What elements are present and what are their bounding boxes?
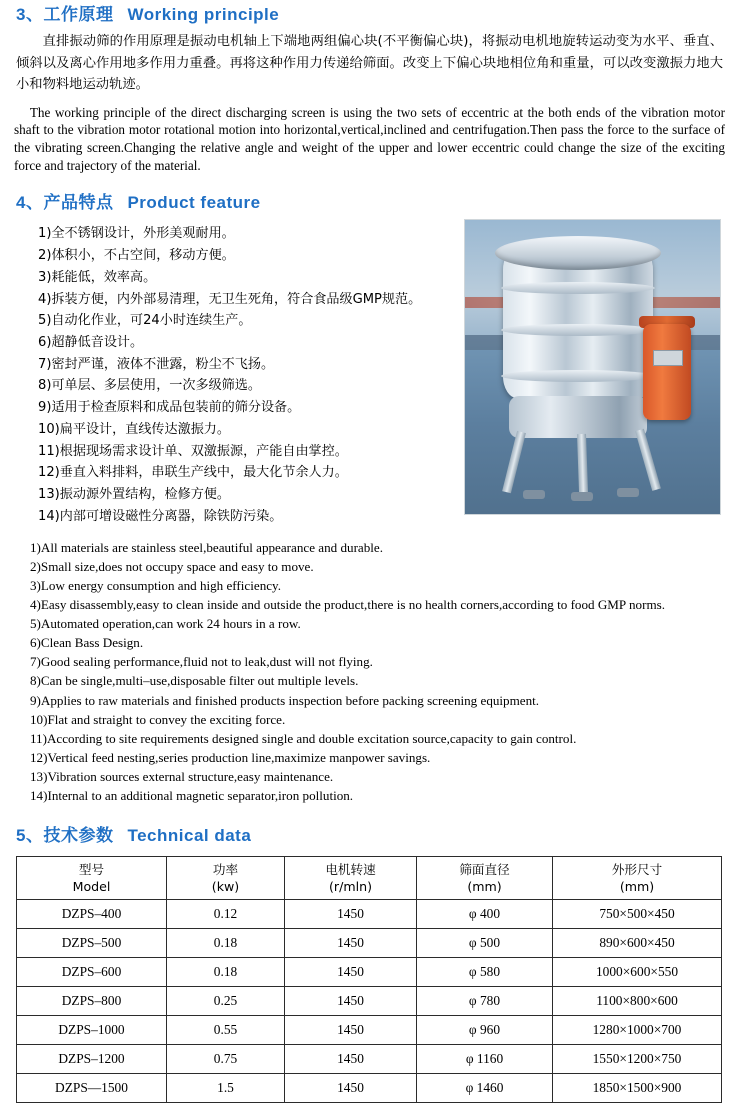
header-label-cn: 筛面直径 bbox=[459, 862, 510, 878]
feature-list-chinese bbox=[0, 219, 468, 527]
list-item: 14)Internal to an additional magnetic separator,iron pollution. bbox=[30, 788, 354, 804]
section-heading-technical-data bbox=[0, 821, 739, 846]
section-heading-working-principle bbox=[0, 0, 739, 25]
table-header-cell-screen-diameter bbox=[417, 857, 553, 900]
list-item: 10)扁平设计，直线传达激振力。 bbox=[38, 421, 230, 437]
list-item: 5)自动化作业，可24小时连续生产。 bbox=[38, 313, 252, 329]
section-title-cn: 工作原理 bbox=[43, 5, 114, 24]
cell-dimensions: 890×600×450 bbox=[553, 929, 722, 958]
list-item: 4)拆装方便，内外部易清理，无卫生死角，符合食品级GMP规范。 bbox=[38, 291, 422, 307]
list-item: 13)振动源外置结构，检修方便。 bbox=[38, 487, 230, 503]
cell-model: DZPS–1200 bbox=[17, 1045, 167, 1074]
list-item: 2)体积小，不占空间，移动方便。 bbox=[38, 248, 235, 264]
list-item: 14)内部可增设磁性分离器，除铁防污染。 bbox=[38, 508, 283, 524]
cell-dimensions: 750×500×450 bbox=[553, 900, 722, 929]
feature-list-english bbox=[0, 528, 739, 806]
cell-model: DZPS–400 bbox=[17, 900, 167, 929]
table-header-cell-motor-speed bbox=[285, 857, 417, 900]
cell-power: 1.5 bbox=[167, 1074, 285, 1103]
cell-diameter: φ 1160 bbox=[417, 1045, 553, 1074]
product-photo bbox=[464, 219, 721, 515]
cell-dimensions: 1000×600×550 bbox=[553, 958, 722, 987]
list-item: 3)Low energy consumption and high efficiency. bbox=[30, 577, 282, 593]
cell-speed: 1450 bbox=[285, 900, 417, 929]
cell-diameter: φ 960 bbox=[417, 1016, 553, 1045]
list-item: 12)Vertical feed nesting,series production line,maximize manpower savings. bbox=[30, 749, 431, 765]
vibration-motor bbox=[643, 324, 691, 420]
list-item: 8)Can be single,multi–use,disposable filter out multiple levels. bbox=[30, 673, 359, 689]
cell-model: DZPS–800 bbox=[17, 987, 167, 1016]
list-item: 11)根据现场需求设计单、双激振源，产能自由掌控。 bbox=[38, 443, 348, 459]
cell-model: DZPS—1500 bbox=[17, 1074, 167, 1103]
list-item: 6)Clean Bass Design. bbox=[30, 635, 144, 651]
cell-power: 0.18 bbox=[167, 958, 285, 987]
header-label-cn: 功率 bbox=[212, 862, 239, 878]
section-number: 5、 bbox=[16, 826, 44, 846]
header-label-en: (mm) bbox=[467, 879, 502, 895]
working-principle-chinese-paragraph: 直排振动筛的作用原理是振动电机轴上下端地两组偏心块(不平衡偏心块)，将振动电机地旋转运动变为水平、垂直、倾斜以及离心作用地多作用力重叠。再将这种作用力传递给筛面。改变上下偏心块地相位角和重量，可以改变激振力地大小和物料地运动轨迹。 bbox=[16, 34, 723, 93]
cell-dimensions: 1550×1200×750 bbox=[553, 1045, 722, 1074]
cell-model: DZPS–600 bbox=[17, 958, 167, 987]
header-label-en: (r/mln) bbox=[329, 879, 372, 895]
list-item: 2)Small size,does not occupy space and easy to move. bbox=[30, 558, 314, 574]
cell-dimensions: 1850×1500×900 bbox=[553, 1074, 722, 1103]
list-item: 7)密封严谨，液体不泄露，粉尘不飞扬。 bbox=[38, 356, 275, 372]
cell-dimensions: 1100×800×600 bbox=[553, 987, 722, 1016]
table-row bbox=[17, 1074, 722, 1103]
list-item: 9)适用于检查原料和成品包装前的筛分设备。 bbox=[38, 400, 301, 416]
table-header-row bbox=[17, 857, 722, 900]
table-row bbox=[17, 1016, 722, 1045]
list-item: 1)All materials are stainless steel,beautiful appearance and durable. bbox=[30, 539, 384, 555]
cell-speed: 1450 bbox=[285, 1016, 417, 1045]
header-label-en: (mm) bbox=[619, 879, 655, 895]
list-item: 11)According to site requirements designed single and double excitation source,capacity to gain control. bbox=[30, 730, 577, 746]
table-header-cell-power bbox=[167, 857, 285, 900]
cell-diameter: φ 1460 bbox=[417, 1074, 553, 1103]
list-item: 12)垂直入料排料，串联生产线中，最大化节余人力。 bbox=[38, 465, 348, 481]
section-title-cn: 产品特点 bbox=[43, 193, 114, 213]
cell-speed: 1450 bbox=[285, 1074, 417, 1103]
table-row bbox=[17, 929, 722, 958]
cell-diameter: φ 500 bbox=[417, 929, 553, 958]
list-item: 5)Automated operation,can work 24 hours in a row. bbox=[30, 616, 301, 632]
section-title-en: Technical data bbox=[127, 826, 252, 846]
technical-data-table bbox=[16, 856, 722, 1103]
table-row bbox=[17, 900, 722, 929]
cell-diameter: φ 580 bbox=[417, 958, 553, 987]
cell-dimensions: 1280×1000×700 bbox=[553, 1016, 722, 1045]
section-title-en: Product feature bbox=[127, 193, 261, 213]
section-heading-product-feature bbox=[0, 188, 739, 213]
list-item: 4)Easy disassembly,easy to clean inside and outside the product,there is no health corners,according to food GMP norms. bbox=[30, 596, 666, 612]
cell-speed: 1450 bbox=[285, 1045, 417, 1074]
table-header-cell-model bbox=[17, 857, 167, 900]
cell-model: DZPS–500 bbox=[17, 929, 167, 958]
cell-power: 0.75 bbox=[167, 1045, 285, 1074]
list-item: 9)Applies to raw materials and finished products inspection before packing screening equipment. bbox=[30, 692, 540, 708]
list-item: 10)Flat and straight to convey the exciting force. bbox=[30, 711, 286, 727]
table-row bbox=[17, 958, 722, 987]
list-item: 8)可单层、多层使用，一次多级筛选。 bbox=[38, 378, 261, 394]
header-label-cn: 外形尺寸 bbox=[611, 862, 663, 878]
header-label-en: Model bbox=[72, 879, 111, 895]
table-header-cell-dimensions bbox=[553, 857, 722, 900]
cell-power: 0.12 bbox=[167, 900, 285, 929]
list-item: 3)耗能低，效率高。 bbox=[38, 269, 157, 285]
support-foot bbox=[523, 490, 545, 499]
list-item: 6)超静低音设计。 bbox=[38, 335, 144, 351]
header-label-cn: 型号 bbox=[78, 862, 105, 878]
cell-power: 0.55 bbox=[167, 1016, 285, 1045]
cell-power: 0.18 bbox=[167, 929, 285, 958]
screen-base bbox=[509, 396, 647, 438]
header-label-cn: 电机转速 bbox=[325, 862, 376, 878]
cell-power: 0.25 bbox=[167, 987, 285, 1016]
section-number: 3、 bbox=[16, 5, 44, 24]
cell-speed: 1450 bbox=[285, 987, 417, 1016]
product-feature-block bbox=[0, 213, 739, 805]
cell-speed: 1450 bbox=[285, 929, 417, 958]
section-title-en: Working principle bbox=[127, 5, 280, 24]
list-item: 1)全不锈钢设计，外形美观耐用。 bbox=[38, 226, 235, 242]
cell-speed: 1450 bbox=[285, 958, 417, 987]
cell-diameter: φ 780 bbox=[417, 987, 553, 1016]
section-title-cn: 技术参数 bbox=[43, 826, 114, 846]
list-item: 13)Vibration sources external structure,easy maintenance. bbox=[30, 768, 334, 784]
cell-model: DZPS–1000 bbox=[17, 1016, 167, 1045]
list-item: 7)Good sealing performance,fluid not to leak,dust will not flying. bbox=[30, 654, 373, 670]
support-foot bbox=[571, 492, 593, 501]
cell-diameter: φ 400 bbox=[417, 900, 553, 929]
table-row bbox=[17, 1045, 722, 1074]
header-label-en: (kw) bbox=[211, 879, 240, 895]
working-principle-english-paragraph: The working principle of the direct discharging screen is using the two sets of eccentric at the both ends of the vibration motor shaft to the vibration motor rotational motion into horizontal,vertical,inclined and centrifugation.Then pass the force to the surface of the vibrating screen.Changing the relative angle and weight of the upper and lower eccentric could change the size of the exciting force and trajectory of the material. bbox=[14, 104, 725, 173]
motor-nameplate bbox=[653, 350, 683, 366]
support-foot bbox=[617, 488, 639, 497]
table-row bbox=[17, 987, 722, 1016]
section-number: 4、 bbox=[16, 193, 44, 213]
